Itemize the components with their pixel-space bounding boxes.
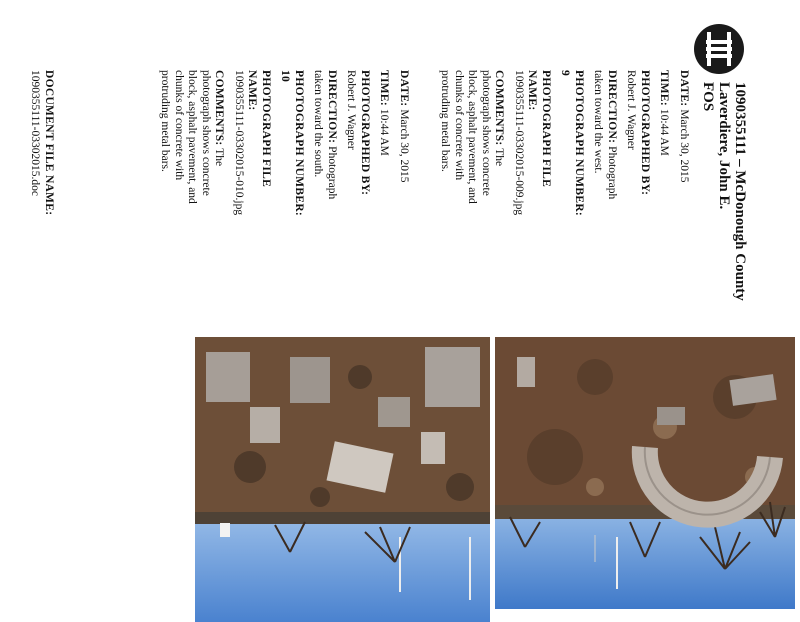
header-fos-line: FOS	[700, 82, 716, 112]
photographed-by-label: PHOTOGRAPHED BY:	[359, 70, 371, 196]
document-file-name-label: DOCUMENT FILE NAME:	[43, 70, 55, 216]
direction-label: DIRECTION:	[606, 70, 618, 144]
direction-label: DIRECTION:	[326, 70, 338, 144]
comments-value: The photograph shows concrete block, asphalt pavement, and chunks of concrete with protruding metal bars.	[159, 70, 226, 204]
photo-10-info	[152, 70, 410, 220]
file-name-label: PHOTOGRAPH FILE NAME:	[526, 70, 552, 188]
photograph-number-value: 10	[279, 70, 292, 83]
direction-value: Photograph taken toward the south.	[312, 70, 338, 200]
header-name-line: Laverdiere, John E.	[716, 82, 732, 210]
comments-label: COMMENTS:	[213, 70, 226, 146]
date-value: March 30, 2015	[398, 109, 410, 183]
photographed-by-label: PHOTOGRAPHED BY:	[639, 70, 651, 196]
photograph-number-label: PHOTOGRAPH NUMBER:	[573, 70, 585, 217]
time-value: 10:44 AM	[658, 108, 671, 156]
time-label: TIME:	[658, 70, 671, 106]
photographed-by-value: Robert J. Wagner	[345, 70, 358, 150]
comments-label: COMMENTS:	[493, 70, 506, 146]
time-value: 10:44 AM	[378, 108, 391, 156]
comments-value: The photograph shows concrete block, asphalt pavement, and chunks of concrete with protruding metal bars.	[439, 70, 506, 204]
file-name-value: 1090355111-03302015-009.jpg	[513, 70, 525, 216]
photograph-number-value: 9	[559, 70, 572, 77]
date-label: DATE:	[398, 70, 410, 107]
time-label: TIME:	[378, 70, 391, 106]
photograph-number-label: PHOTOGRAPH NUMBER:	[293, 70, 305, 217]
photograph-9	[495, 337, 795, 609]
document-file-name	[28, 70, 55, 270]
photographed-by-value: Robert J. Wagner	[625, 70, 638, 150]
date-value: March 30, 2015	[678, 109, 690, 183]
file-name-label: PHOTOGRAPH FILE NAME:	[246, 70, 272, 188]
file-name-value: 1090355111-03302015-010.jpg	[233, 70, 245, 216]
photograph-10	[195, 337, 490, 622]
photo-9-info	[432, 70, 690, 220]
document-file-name-value: 1090355111-03302015.doc	[29, 70, 42, 196]
agency-logo-icon	[694, 24, 744, 74]
header-incident-line: 1090355111 – McDonough County	[732, 82, 748, 301]
direction-value: Photograph taken toward the west.	[592, 70, 618, 200]
date-label: DATE:	[678, 70, 690, 107]
